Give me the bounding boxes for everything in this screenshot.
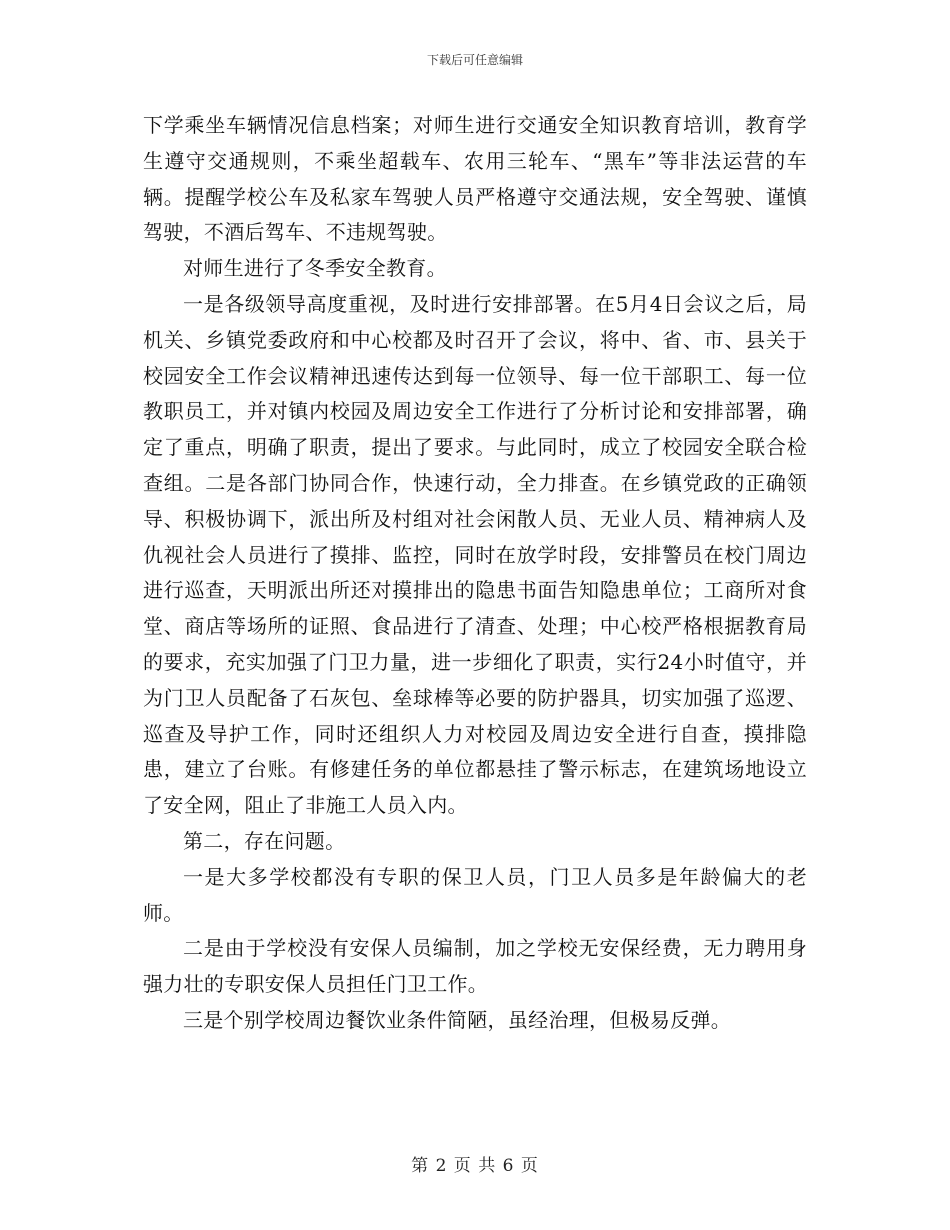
paragraph-4: 第二，存在问题。 xyxy=(183,828,346,853)
page-header: 下载后可任意编辑 xyxy=(426,53,523,67)
paragraph-3: 一是各级领导高度重视，及时进行安排部署。在5月4日会议之后，局机关、乡镇党委政府和中心校都及时召开了会议，将中、省、市、县关于校园安全工作会议精神迅速传达到每一位领导、每一位干部职工、每一位教职员工，并对镇内校园及周边安全工作进行了分析讨论和安排部署，确定了重点，明确了职责，提出了要求。与此同时，成立了校园安全联合检查组。二是各部门协同合作，快速行动，全力排查。在乡镇党政的正确领导、积极协调下，派出所及村组对社会闲散人员、无业人员、精神病人及仇视社会人员进行了摸排、监控，同时在放学时段，安排警员在校门周边进行巡查，天明派出所还对摸排出的隐患书面告知隐患单位；工商所对食堂、商店等场所的证照、食品进行了清查、处理；中心校严格根据教育局的要求，充实加强了门卫力量，进一步细化了职责，实行24小时值守，并为门卫人员配备了石灰包、垒球棒等必要的防护器具，切实加强了巡逻、巡查及导护工作，同时还组织人力对校园及周边安全进行自查，摸排隐患，建立了台账。有修建任务的单位都悬挂了警示标志，在建筑场地设立了安全网，阻止了非施工人员入内。 xyxy=(143,291,807,818)
document-body xyxy=(143,108,807,1039)
paragraph-2: 对师生进行了冬季安全教育。 xyxy=(183,256,447,281)
paragraph-6: 二是由于学校没有安保人员编制，加之学校无安保经费，无力聘用身强力壮的专职安保人员担任门卫工作。 xyxy=(143,936,807,997)
paragraph-1: 下学乘坐车辆情况信息档案；对师生进行交通安全知识教育培训，教育学生遵守交通规则，不乘坐超载车、农用三轮车、“黑车”等非法运营的车辆。提醒学校公车及私家车驾驶人员严格遵守交通法规，安全驾驶、谨慎驾驶，不酒后驾车、不违规驾驶。 xyxy=(143,113,807,245)
page-number: 第 2 页 共 6 页 xyxy=(411,1156,539,1176)
paragraph-7: 三是个别学校周边餐饮业条件简陋，虽经治理，但极易反弹。 xyxy=(183,1007,732,1032)
paragraph-5: 一是大多学校都没有专职的保卫人员，门卫人员多是年龄偏大的老师。 xyxy=(143,864,807,925)
